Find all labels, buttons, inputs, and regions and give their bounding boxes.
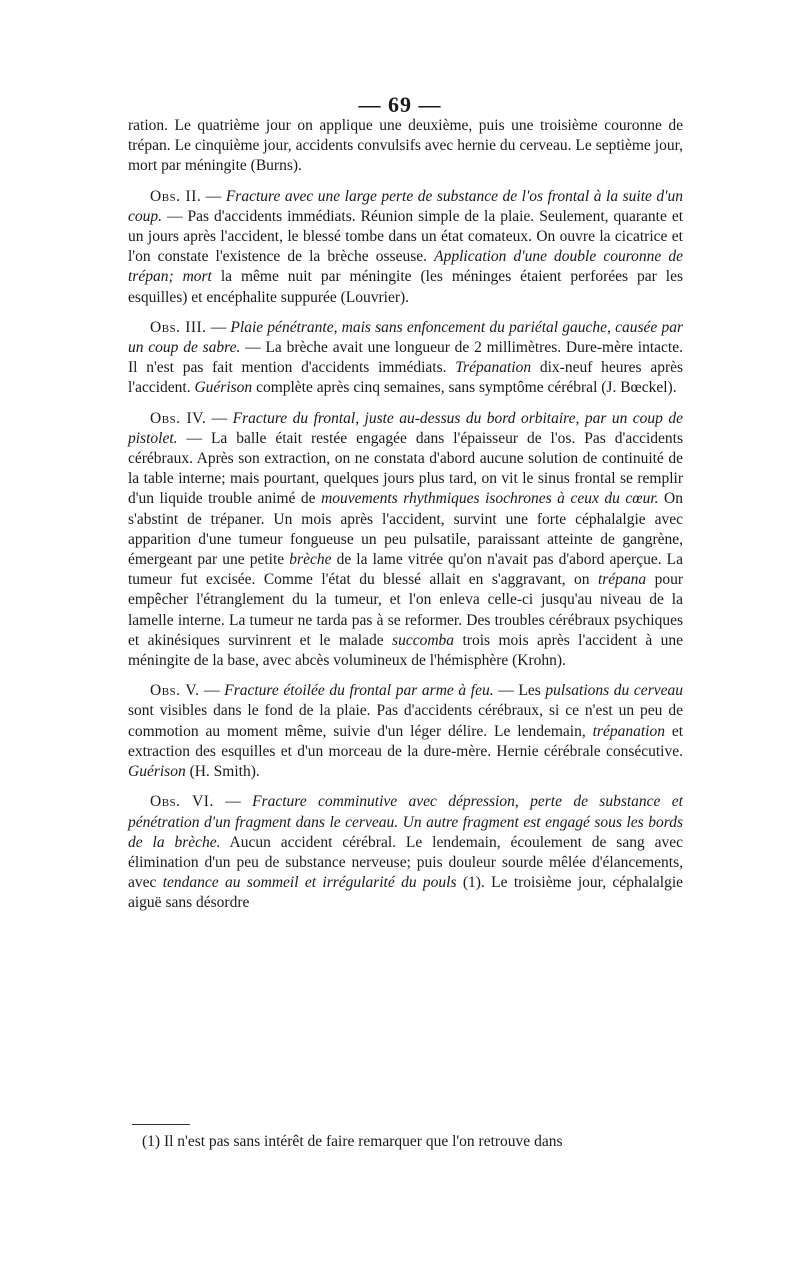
obs-title: Plaie pénétrante, mais sans enfoncement du pariétal gauche, causée par un coup de sabre.: [128, 318, 683, 357]
obs-title: Fracture du frontal, juste au-dessus du bord orbitaire, par un coup de pistolet.: [128, 409, 683, 447]
obs-label: Obs. III.: [150, 318, 207, 336]
obs-label: Obs. VI.: [150, 793, 214, 811]
obs-title: Fracture avec une large perte de substance de l'os frontal à la suite d'un coup.: [128, 187, 683, 225]
obs-label: Obs. IV.: [150, 409, 207, 427]
obs-label: Obs. V.: [150, 682, 200, 700]
body-text: [128, 116, 683, 914]
observation-2: Obs. II. — Fracture avec une large perte de substance de l'os frontal à la suite d'un coup. — Pas d'accidents immédiats. Réunion simple de la plaie. Seulement, quarante et un jours après l'accident, le blessé tombe dans un état comateux. On ouvre la cicatrice et l'on constate l'existence de la brèche osseuse. Application d'une double couronne de trépan; mort la même nuit par méningite (les méninges étaient perforées par les esquilles) et encéphalite suppurée (Louvrier).: [128, 187, 684, 306]
continuation-paragraph: ration. Le quatrième jour on applique une deuxième, puis une troisième couronne de trépan. Le cinquième jour, accidents convulsifs avec hernie du cerveau. Le septième jour, mort par méningite (Burns).: [128, 117, 683, 175]
obs-title: Fracture comminutive avec dépression, perte de substance et pénétration d'un fragment dans le cerveau. Un autre fragment est engagé sous les bords de la brèche.: [128, 793, 683, 851]
observation-5: Obs. V. — Fracture étoilée du frontal par arme à feu. — Les pulsations du cerveau sont visibles dans le fond de la plaie. Pas d'accidents cérébraux, si ce n'est un peu de commotion au moment même, suivie d'un léger délire. Le lendemain, trépanation et extraction des esquilles et d'un morceau de la dure-mère. Hernie cérébrale consécutive. Guérison (H. Smith).: [128, 682, 684, 781]
observation-3: Obs. III. — Plaie pénétrante, mais sans enfoncement du pariétal gauche, causée par un coup de sabre. — La brèche avait une longueur de 2 millimètres. Dure-mère intacte. Il n'est pas fait mention d'accidents immédiats. Trépanation dix-neuf heures après l'accident. Guérison complète après cinq semaines, sans symptôme cérébral (J. Bœckel).: [128, 318, 684, 397]
footnote-rule: [132, 1124, 190, 1125]
obs-title: Fracture étoilée du frontal par arme à feu.: [224, 682, 494, 700]
obs-label: Obs. II.: [150, 187, 202, 205]
page-number: — 69 —: [358, 92, 442, 117]
observation-6: Obs. VI. — Fracture comminutive avec dépression, perte de substance et pénétration d'un fragment dans le cerveau. Un autre fragment est engagé sous les bords de la brèche. Aucun accident cérébral. Le lendemain, écoulement de sang avec élimination d'un peu de substance nerveuse; puis douleur sourde mêlée d'élancements, avec tendance au sommeil et irrégularité du pouls (1). Le troisième jour, céphalalgie aiguë sans désordre: [128, 793, 683, 912]
footnote: (1) Il n'est pas sans intérêt de faire remarquer que l'on retrouve dans: [142, 1133, 563, 1150]
observation-4: Obs. IV. — Fracture du frontal, juste au-dessus du bord orbitaire, par un coup de pistolet. — La balle était restée engagée dans l'épaisseur de l'os. Pas d'accidents cérébraux. Après son extraction, on ne constata d'abord aucune solution de continuité de la table interne; mais pourtant, quelques jours plus tard, on vit le sinus frontal se remplir d'un liquide trouble animé de mouvements rhythmiques isochrones à ceux du cœur. On s'abstint de trépaner. Un mois après l'accident, survint une forte céphalalgie avec apparition d'une tumeur fongueuse un peu pulsatile, paraissant atteinte de gangrène, émergeant par une petite brèche de la lame vitrée qu'on n'avait pas d'abord aperçue. La tumeur fut excisée. Comme l'état du blessé allait en s'aggravant, on trépana pour empêcher l'étranglement du la tumeur, et l'on enleva celle-ci jusqu'au niveau de la lamelle interne. La tumeur ne tarda pas à se reformer. Des troubles cérébraux psychiques et akinésiques survinrent et le malade succomba trois mois après l'accident à une méningite de la base, avec abcès volumineux de l'hémisphère (Krohn).: [128, 409, 684, 670]
